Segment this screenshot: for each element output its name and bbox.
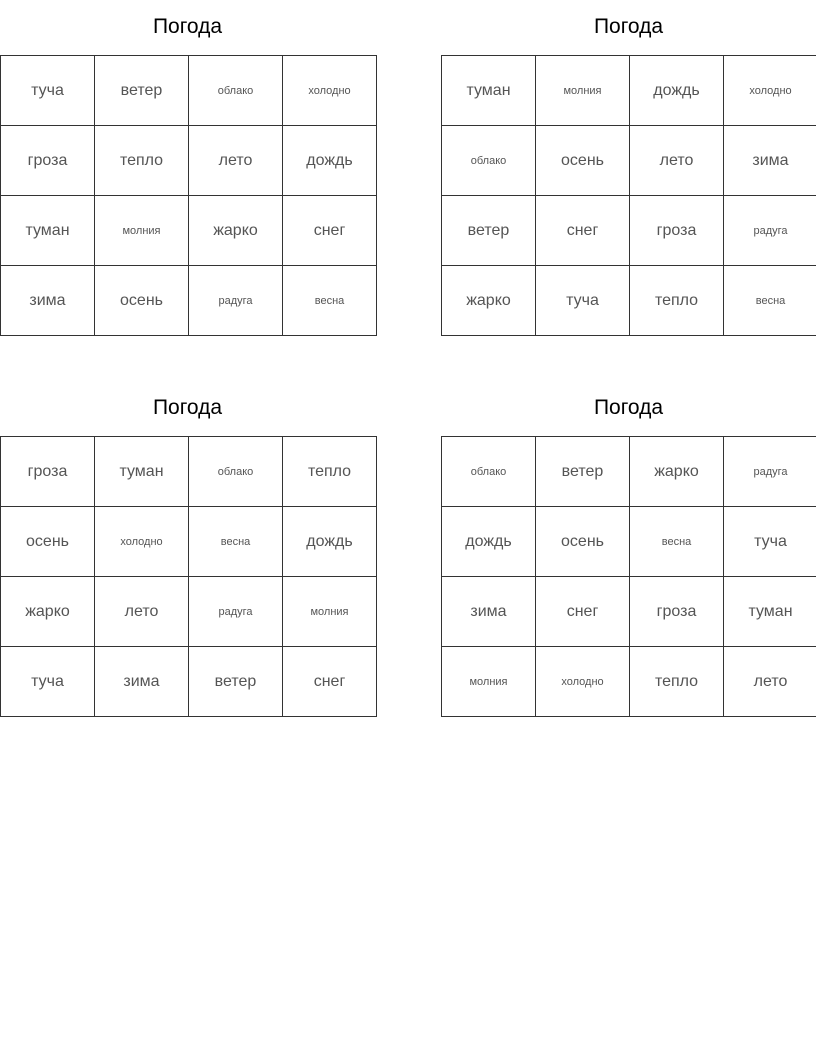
grid-cell: лето (95, 577, 189, 647)
grid-cell: дождь (442, 507, 536, 577)
bingo-grid (441, 436, 816, 717)
grid-cell: туман (1, 196, 95, 266)
grid-cell: лето (630, 126, 724, 196)
grid-cell: облако (442, 437, 536, 507)
grid-cell: радуга (724, 196, 816, 266)
grid-cell: осень (95, 266, 189, 336)
grid-row (1, 577, 377, 647)
grid-row (1, 266, 377, 336)
grid-cell: дождь (283, 126, 377, 196)
grid-row (442, 437, 816, 507)
grid-cell: тепло (95, 126, 189, 196)
card-title: Погода (593, 396, 664, 419)
bingo-grid (0, 55, 377, 336)
grid-row (442, 577, 816, 647)
grid-cell: жарко (442, 266, 536, 336)
grid-cell: жарко (630, 437, 724, 507)
grid-cell: радуга (189, 266, 283, 336)
grid-cell: холодно (536, 647, 630, 717)
grid-cell: туман (724, 577, 816, 647)
grid-cell: ветер (189, 647, 283, 717)
grid-cell: туча (1, 56, 95, 126)
grid-cell: гроза (1, 126, 95, 196)
card-title: Погода (152, 15, 223, 38)
bingo-card-4 (441, 391, 816, 690)
grid-cell: весна (189, 507, 283, 577)
grid-cell: зима (442, 577, 536, 647)
grid-row (442, 126, 816, 196)
grid-cell: ветер (442, 196, 536, 266)
grid-cell: осень (536, 126, 630, 196)
grid-cell: весна (630, 507, 724, 577)
grid-cell: ветер (95, 56, 189, 126)
grid-cell: радуга (724, 437, 816, 507)
grid-cell: тепло (630, 647, 724, 717)
grid-cell: дождь (630, 56, 724, 126)
bingo-card-1 (0, 10, 375, 309)
grid-cell: облако (442, 126, 536, 196)
grid-cell: молния (442, 647, 536, 717)
grid-cell: зима (1, 266, 95, 336)
grid-cell: снег (283, 647, 377, 717)
grid-row (442, 196, 816, 266)
grid-cell: лето (724, 647, 816, 717)
grid-cell: гроза (630, 196, 724, 266)
card-title: Погода (593, 15, 664, 38)
grid-cell: осень (1, 507, 95, 577)
grid-cell: туман (442, 56, 536, 126)
grid-cell: гроза (1, 437, 95, 507)
grid-cell: снег (536, 196, 630, 266)
grid-cell: туча (724, 507, 816, 577)
grid-cell: снег (283, 196, 377, 266)
grid-cell: тепло (630, 266, 724, 336)
grid-cell: облако (189, 56, 283, 126)
grid-row (442, 266, 816, 336)
grid-cell: лето (189, 126, 283, 196)
grid-cell: зима (95, 647, 189, 717)
grid-cell: холодно (724, 56, 816, 126)
grid-row (1, 507, 377, 577)
grid-cell: гроза (630, 577, 724, 647)
grid-cell: молния (283, 577, 377, 647)
bingo-grid (0, 436, 377, 717)
grid-cell: весна (724, 266, 816, 336)
grid-row (442, 507, 816, 577)
grid-cell: ветер (536, 437, 630, 507)
grid-cell: тепло (283, 437, 377, 507)
bingo-grid (441, 55, 816, 336)
grid-cell: радуга (189, 577, 283, 647)
grid-cell: туча (536, 266, 630, 336)
grid-cell: молния (95, 196, 189, 266)
grid-cell: холодно (283, 56, 377, 126)
grid-cell: весна (283, 266, 377, 336)
grid-cell: снег (536, 577, 630, 647)
grid-row (1, 647, 377, 717)
card-title: Погода (152, 396, 223, 419)
grid-row (1, 437, 377, 507)
bingo-card-3 (0, 391, 375, 690)
grid-row (1, 56, 377, 126)
grid-cell: жарко (189, 196, 283, 266)
grid-row (1, 126, 377, 196)
grid-cell: жарко (1, 577, 95, 647)
grid-row (442, 56, 816, 126)
grid-cell: облако (189, 437, 283, 507)
grid-cell: молния (536, 56, 630, 126)
grid-row (1, 196, 377, 266)
grid-cell: туман (95, 437, 189, 507)
grid-cell: осень (536, 507, 630, 577)
grid-cell: туча (1, 647, 95, 717)
grid-cell: холодно (95, 507, 189, 577)
grid-cell: зима (724, 126, 816, 196)
grid-cell: дождь (283, 507, 377, 577)
grid-row (442, 647, 816, 717)
bingo-card-2 (441, 10, 816, 309)
